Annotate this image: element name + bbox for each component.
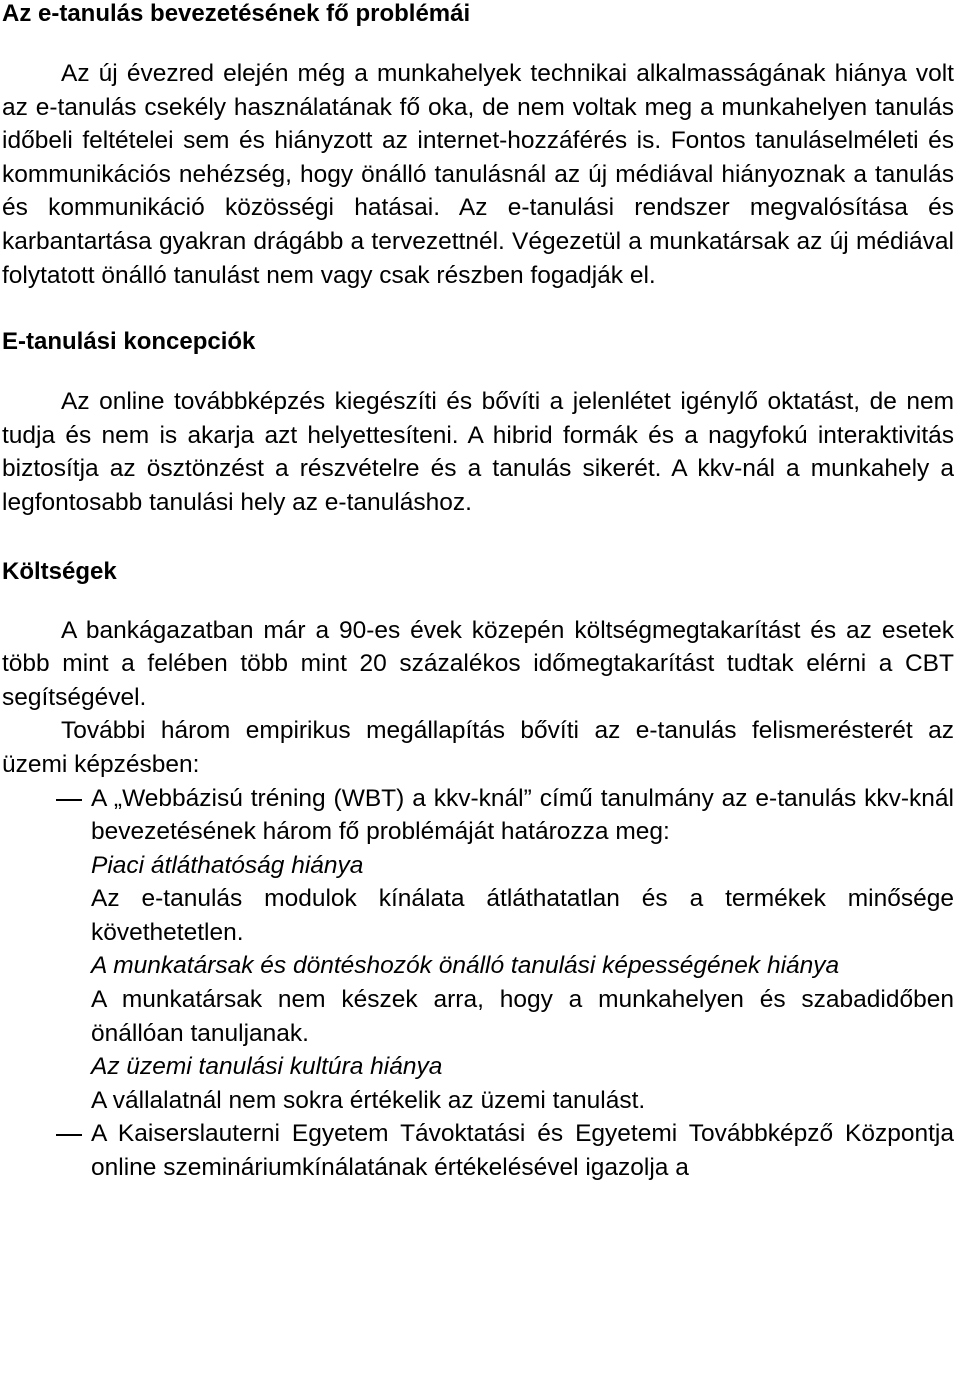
paragraph-findings-intro: További három empirikus megállapítás bővíti az e-tanulás felismerésterét az üzemi képzésben:	[2, 717, 954, 778]
findings-list	[2, 782, 954, 1185]
list-item	[91, 1117, 954, 1184]
paragraph-costs: A bankágazatban már a 90-es évek közepén költségmegtakarítást és az esetek több mint a felében több mint 20 százalékos időmegtakarítást tudtak elérni a CBT segítségével.	[2, 616, 954, 711]
problem-heading: Az üzemi tanulási kultúra hiánya	[91, 1053, 443, 1081]
problem-text: A munkatársak nem készek arra, hogy a munkahelyen és szabadidőben önállóan tanuljanak.	[91, 986, 954, 1047]
paragraph-problems: Az új évezred elején még a munkahelyek technikai alkalmasságának hiánya volt az e-tanulás csekély használatának fő oka, de nem voltak meg a munkahelyen tanulás időbeli feltételei sem és hiányzott az internet-hozzáférés is. Fontos tanuláselméleti és kommunikációs nehézség, hogy önálló tanulásnál az új médiával hiányoznak a tanulás és kommunikáció közösségi hatásai. Az e-tanulási rendszer megvalósítása és karbantartása gyakran drágább a tervezettnél. Végezetül a munkatársak az új médiával folytatott önálló tanulást nem vagy csak részben fogadják el.	[2, 60, 954, 289]
problem-heading: Piaci átláthatóság hiánya	[91, 851, 364, 879]
section-title-problems: Az e-tanulás bevezetésének fő problémái	[2, 0, 471, 27]
problem-text: Az e-tanulás modulok kínálata átláthatatlan és a termékek minősége követhetetlen.	[91, 885, 954, 946]
list-item-text: A Kaiserslauterni Egyetem Távoktatási és Egyetemi Továbbképző Központja online szemináriumkínálatának értékelésével igazolja a	[91, 1120, 954, 1182]
list-item-text: A „Webbázisú tréning (WBT) a kkv-knál” című tanulmány az e-tanulás kkv-knál bevezetésének három fő problémáját határozza meg:	[91, 784, 954, 846]
section-title-concepts: E-tanulási koncepciók	[2, 328, 256, 356]
problem-text: A vállalatnál nem sokra értékelik az üzemi tanulást.	[91, 1086, 646, 1114]
paragraph-concepts: Az online továbbképzés kiegészíti és bővíti a jelenlétet igénylő oktatást, de nem tudja és nem is akarja azt helyettesíteni. A hibrid formák és a nagyfokú interaktivitás biztosítja az ösztönzést a részvételre és a tanulás sikerét. A kkv-nál a munkahely a legfontosabb tanulási hely az e-tanuláshoz.	[2, 388, 954, 516]
list-item	[91, 782, 954, 1118]
problem-heading: A munkatársak és döntéshozók önálló tanulási képességének hiánya	[91, 952, 840, 980]
section-title-costs: Költségek	[2, 557, 117, 585]
